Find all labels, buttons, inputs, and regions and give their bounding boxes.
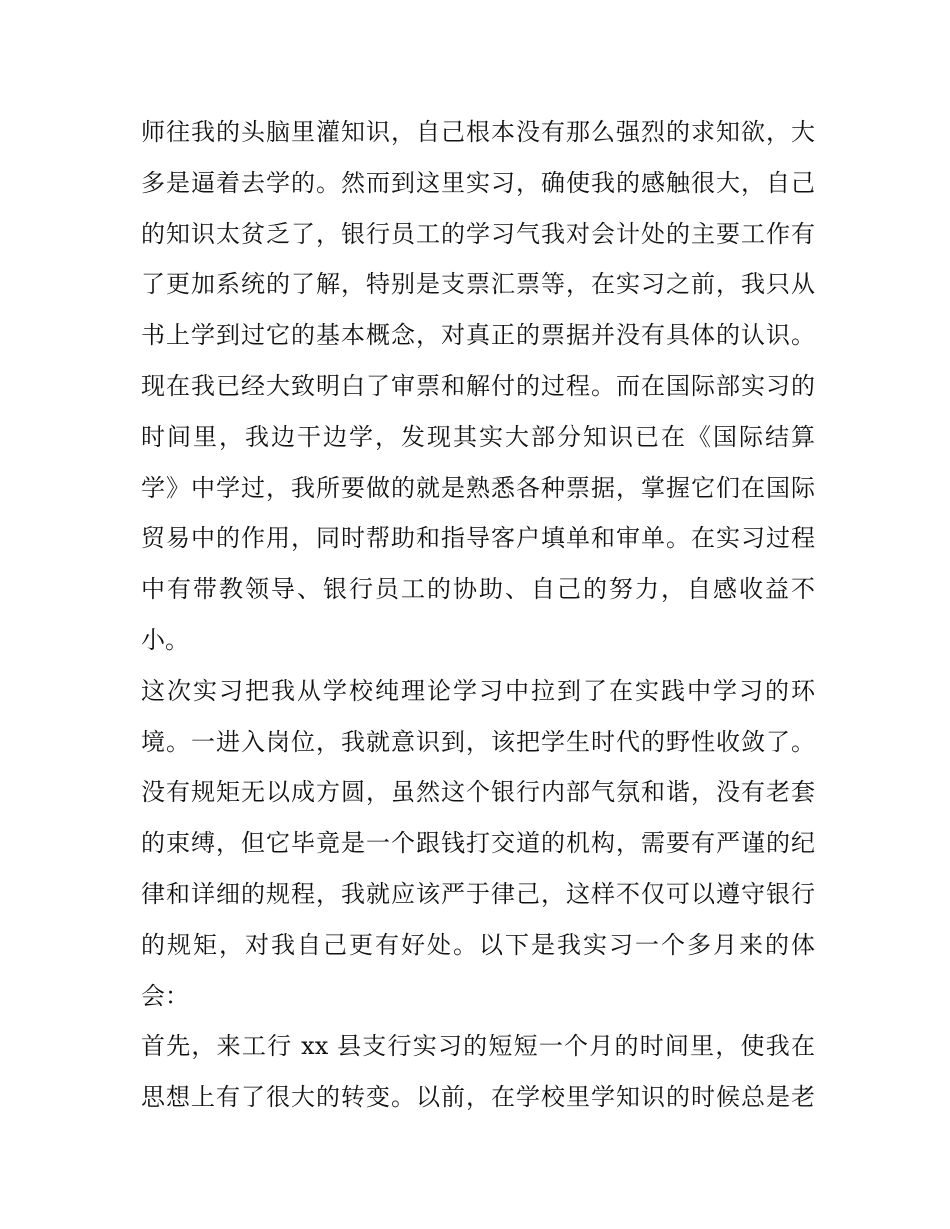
text-line: 小。 xyxy=(141,625,189,654)
text-line: 多是逼着去学的。然而到这里实习，确使我的感触很大，自己 xyxy=(141,168,815,197)
text-line: 境。一进入岗位，我就意识到，该把学生时代的野性收敛了。 xyxy=(141,727,815,756)
text-line: 中有带教领导、银行员工的协助、自己的努力，自感收益不 xyxy=(141,575,815,604)
text-line: 学》中学过，我所要做的就是熟悉各种票据，掌握它们在国际 xyxy=(141,473,815,502)
text-line: 的知识太贫乏了，银行员工的学习气我对会计处的主要工作有 xyxy=(141,219,815,248)
text-line: 没有规矩无以成方圆，虽然这个银行内部气氛和谐，没有老套 xyxy=(141,778,815,807)
text-line: 的规矩，对我自己更有好处。以下是我实习一个多月来的体 xyxy=(141,930,815,959)
text-line: 的束缚，但它毕竟是一个跟钱打交道的机构，需要有严谨的纪 xyxy=(141,829,815,858)
text-line: 书上学到过它的基本概念，对真正的票据并没有具体的认识。 xyxy=(141,321,815,350)
text-line: 师往我的头脑里灌知识，自己根本没有那么强烈的求知欲，大 xyxy=(141,118,815,146)
text-line: 首先，来工行 xx 县支行实习的短短一个月的时间里，使我在 xyxy=(141,1032,815,1061)
body-text xyxy=(141,107,815,1123)
text-line: 思想上有了很大的转变。以前，在学校里学知识的时候总是老 xyxy=(141,1083,815,1112)
text-line: 了更加系统的了解，特别是支票汇票等，在实习之前，我只从 xyxy=(141,270,815,299)
text-line: 现在我已经大致明白了审票和解付的过程。而在国际部实习的 xyxy=(141,371,815,400)
text-line: 律和详细的规程，我就应该严于律己，这样不仅可以遵守银行 xyxy=(141,879,815,908)
text-line: 贸易中的作用，同时帮助和指导客户填单和审单。在实习过程 xyxy=(141,524,815,553)
text-line: 这次实习把我从学校纯理论学习中拉到了在实践中学习的环 xyxy=(141,676,815,705)
text-line: 时间里，我边干边学，发现其实大部分知识已在《国际结算 xyxy=(141,422,815,451)
text-line: 会： xyxy=(141,981,189,1010)
